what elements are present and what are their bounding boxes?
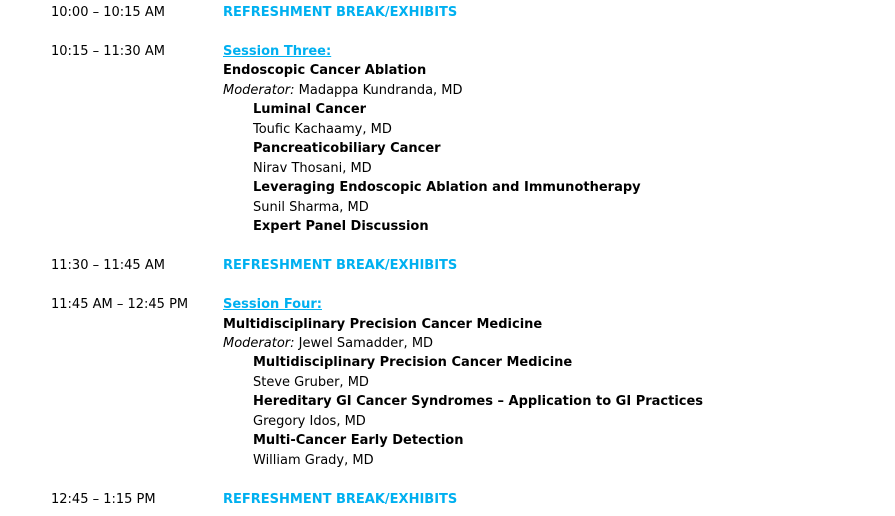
talk-title: Multi-Cancer Early Detection	[253, 433, 464, 448]
talk-speaker: William Grady, MD	[253, 453, 374, 468]
session4-time: 11:45 AM – 12:45 PM	[51, 297, 189, 312]
break2-label: REFRESHMENT BREAK/EXHIBITS	[223, 258, 458, 273]
session4-moderator	[223, 334, 433, 353]
moderator-name: Jewel Samadder, MD	[298, 336, 434, 351]
talk-speaker: Sunil Sharma, MD	[253, 200, 369, 215]
talk-title: Pancreaticobiliary Cancer	[253, 141, 441, 156]
talk-speaker: Nirav Thosani, MD	[253, 161, 372, 176]
talk-speaker: Steve Gruber, MD	[253, 375, 369, 390]
talk-title: Multidisciplinary Precision Cancer Medicine	[253, 355, 573, 370]
session3-title: Endoscopic Cancer Ablation	[223, 63, 427, 78]
session3-moderator	[223, 81, 463, 100]
talk-title: Leveraging Endoscopic Ablation and Immunotherapy	[253, 180, 641, 195]
talk-speaker: Toufic Kachaamy, MD	[253, 122, 392, 137]
talk-title: Expert Panel Discussion	[253, 219, 429, 234]
session4-title: Multidisciplinary Precision Cancer Medicine	[223, 317, 543, 332]
session3-time: 10:15 – 11:30 AM	[51, 44, 165, 59]
break2-time: 11:30 – 11:45 AM	[51, 258, 165, 273]
moderator-label: Moderator:	[223, 336, 295, 351]
break1-label: REFRESHMENT BREAK/EXHIBITS	[223, 5, 458, 20]
session3-label: Session Three:	[223, 44, 332, 59]
break3-time: 12:45 – 1:15 PM	[51, 492, 156, 507]
moderator-name: Madappa Kundranda, MD	[298, 83, 463, 98]
break3-label: REFRESHMENT BREAK/EXHIBITS	[223, 492, 458, 507]
session4-label: Session Four:	[223, 297, 322, 312]
moderator-label: Moderator:	[223, 83, 295, 98]
break1-time: 10:00 – 10:15 AM	[51, 5, 165, 20]
talk-speaker: Gregory Idos, MD	[253, 414, 366, 429]
talk-title: Hereditary GI Cancer Syndromes – Application to GI Practices	[253, 394, 704, 409]
talk-title: Luminal Cancer	[253, 102, 367, 117]
